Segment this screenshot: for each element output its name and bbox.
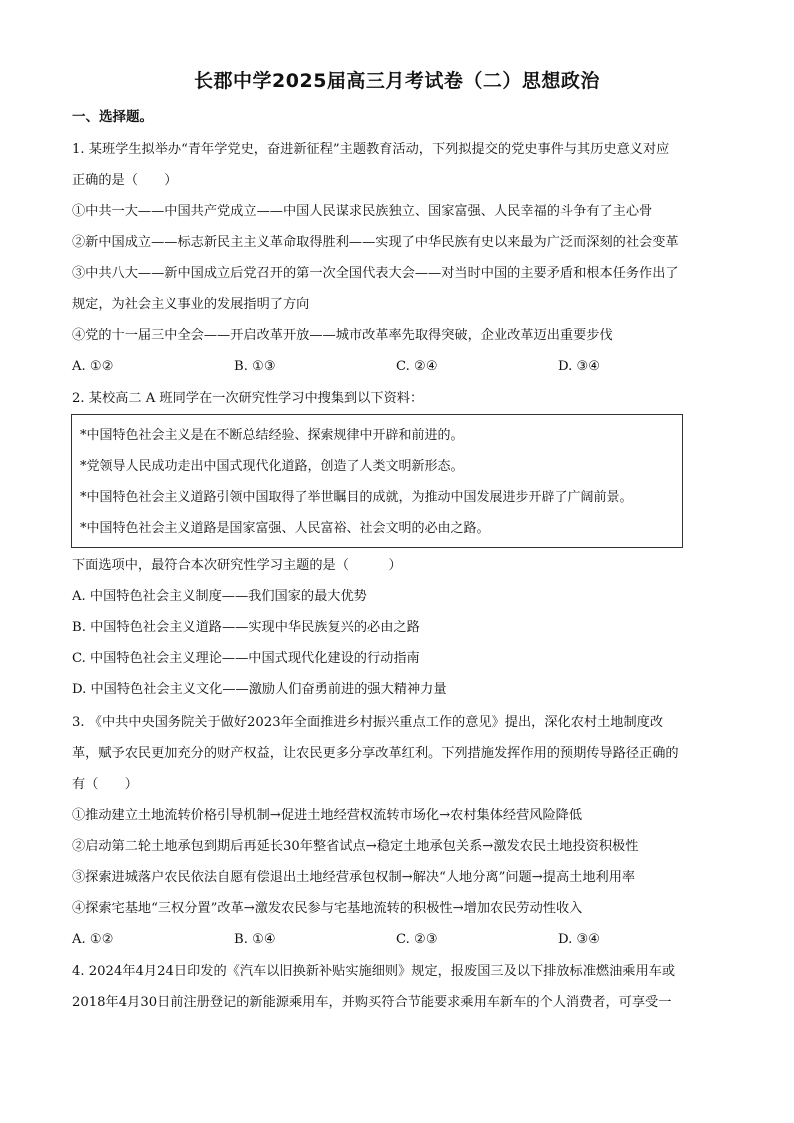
- q1-option-b[interactable]: B. ①③: [234, 359, 276, 374]
- q1-item4: ④党的十一届三中全会——开启改革开放——城市改革率先取得突破，企业改革迈出重要步伐: [72, 328, 613, 343]
- q1-item3-line2: 规定，为社会主义事业的发展指明了方向: [72, 297, 310, 312]
- q1-item1: ①中共一大——中国共产党成立——中国人民谋求民族独立、国家富强、人民幸福的斗争有了主心骨: [72, 204, 653, 219]
- q2-option-c[interactable]: C. 中国特色社会主义理论——中国式现代化建设的行动指南: [72, 651, 420, 666]
- q3-stem-line3: 有（ ）: [72, 777, 138, 792]
- q2-material-line: *中国特色社会主义道路引领中国取得了举世瞩目的成就，为推动中国发展进步开辟了广阔前景。: [80, 490, 633, 505]
- q3-options: [72, 930, 722, 950]
- q2-option-b[interactable]: B. 中国特色社会主义道路——实现中华民族复兴的必由之路: [72, 620, 420, 635]
- q4-stem-line1: 4. 2024年4月24日印发的《汽车以旧换新补贴实施细则》规定，报废国三及以下排放标准燃油乘用车或: [72, 964, 676, 979]
- q1-stem-line1: 1. 某班学生拟举办“青年学党史，奋进新征程”主题教育活动，下列拟提交的党史事件与其历史意义对应: [72, 142, 670, 157]
- q3-item1: ①推动建立土地流转价格引导机制→促进土地经营权流转市场化→农村集体经营风险降低: [72, 808, 583, 823]
- q1-option-a[interactable]: A. ①②: [72, 359, 114, 374]
- q3-item4: ④探索宅基地“三权分置”改革→激发农民参与宅基地流转的积极性→增加农民劳动性收入: [72, 901, 583, 916]
- q2-option-d[interactable]: D. 中国特色社会主义文化——激励人们奋勇前进的强大精神力量: [72, 682, 447, 697]
- exam-title: 长郡中学2025届高三月考试卷（二）思想政治: [194, 70, 600, 92]
- q3-stem-line2: 革，赋予农民更加充分的财产权益，让农民更多分享改革红利。下列措施发挥作用的预期传导路径正确的: [72, 746, 679, 761]
- q2-option-a[interactable]: A. 中国特色社会主义制度——我们国家的最大优势: [72, 589, 367, 604]
- q2-question: 下面选项中，最符合本次研究性学习主题的是（ ）: [72, 558, 402, 573]
- q2-material-box: [71, 414, 683, 548]
- q3-option-a[interactable]: A. ①②: [72, 932, 114, 947]
- q3-option-c[interactable]: C. ②③: [396, 932, 438, 947]
- q1-option-c[interactable]: C. ②④: [396, 359, 438, 374]
- q3-stem-line1: 3. 《中共中央国务院关于做好2023年全面推进乡村振兴重点工作的意见》提出，深化农村土地制度改: [72, 715, 664, 730]
- q2-stem: 2. 某校高二 A 班同学在一次研究性学习中搜集到以下资料：: [72, 391, 424, 406]
- q2-material-line: *中国特色社会主义道路是国家富强、人民富裕、社会文明的必由之路。: [80, 521, 490, 536]
- q1-item2: ②新中国成立——标志新民主主义革命取得胜利——实现了中华民族有史以来最为广泛而深刻的社会变革: [72, 235, 679, 250]
- q1-option-d[interactable]: D. ③④: [558, 359, 601, 374]
- q1-stem-line2: 正确的是（ ）: [72, 173, 178, 188]
- q2-material-line: *党领导人民成功走出中国式现代化道路，创造了人类文明新形态。: [80, 459, 464, 474]
- section-heading-choice: 一、选择题。: [72, 109, 153, 125]
- q4-stem-line2: 2018年4月30日前注册登记的新能源乘用车，并购买符合节能要求乘用车新车的个人消费者，可享受一: [72, 995, 672, 1010]
- q3-item3: ③探索进城落户农民依法自愿有偿退出土地经营承包权制→解决“人地分离”问题→提高土地利用率: [72, 870, 636, 885]
- q3-option-d[interactable]: D. ③④: [558, 932, 601, 947]
- q1-item3-line1: ③中共八大——新中国成立后党召开的第一次全国代表大会——对当时中国的主要矛盾和根本任务作出了: [72, 266, 679, 281]
- q1-options: [72, 357, 722, 377]
- q2-material-line: *中国特色社会主义是在不断总结经验、探索规律中开辟和前进的。: [80, 428, 464, 443]
- q3-option-b[interactable]: B. ①④: [234, 932, 276, 947]
- q3-item2: ②启动第二轮土地承包到期后再延长30年整省试点→稳定土地承包关系→激发农民土地投资积极性: [72, 839, 639, 854]
